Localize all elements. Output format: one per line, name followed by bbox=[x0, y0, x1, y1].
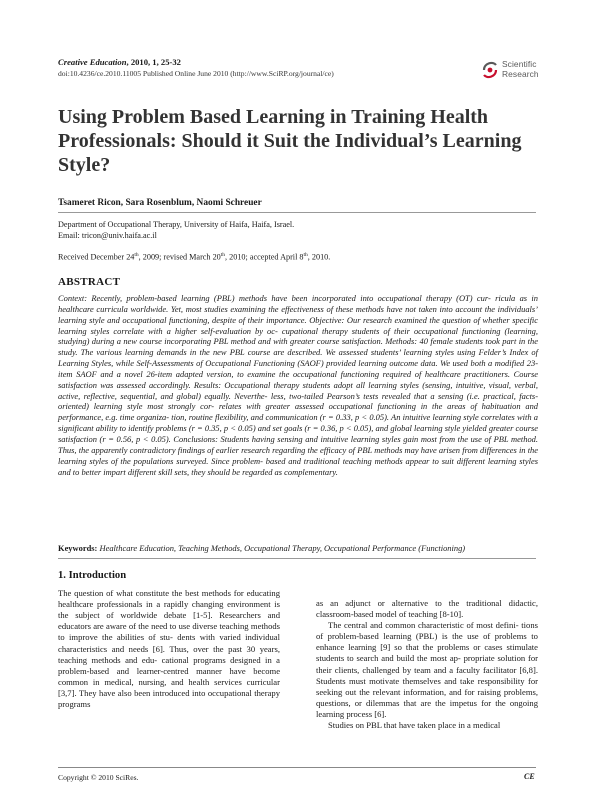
abstract-line: less, two-tailed Pearson’s tests revealed that a sensing (i.e. practical, facts-oriented) learning style most strongly cor- bbox=[58, 390, 539, 412]
body-text-line: The question of what constitute the best methods for bbox=[58, 588, 244, 599]
doi-line: doi:10.4236/ce.2010.11005 Published Online June 2010 (http://www.SciRP.org/journal/ce) bbox=[58, 69, 334, 78]
intro-paragraph-3 bbox=[316, 720, 538, 731]
affiliation bbox=[58, 220, 294, 241]
body-text-line: Studies on PBL that have taken place in a medical bbox=[328, 720, 501, 731]
year-text: , 2010. bbox=[307, 252, 331, 262]
abstract-line: greater course satisfaction (r = 0.56, p < 0.05). Conclusions: Students having sensing and intuitive learning styles gain bbox=[58, 423, 539, 444]
abstract-body bbox=[58, 293, 538, 477]
body-text-line: cational programs designed in a problem-based and bbox=[58, 654, 280, 676]
body-text-line: environment is the subject of worldwide debate [1-5]. bbox=[58, 599, 280, 621]
ordinal-suffix: th bbox=[303, 252, 308, 258]
body-text-line: and a faculty facilitator [6,8]. Students must motivate bbox=[316, 664, 538, 686]
abstract-line: taken into account the individuals’ learning style and occupational functioning, despite of their importance. Objective: bbox=[58, 303, 538, 325]
logo-text-line1: Scientific bbox=[502, 59, 537, 69]
divider bbox=[58, 212, 536, 213]
department: Department of Occupational Therapy, University of Haifa, Haifa, Israel. bbox=[58, 220, 295, 229]
body-text-line: diverse teaching methods to improve the abilities of stu- bbox=[58, 621, 281, 643]
ordinal-suffix: th bbox=[134, 252, 139, 258]
body-text-line: The central and common characteristic of most defini- bbox=[328, 620, 519, 631]
received-text: Received December 24 bbox=[58, 252, 135, 262]
journal-volume: , 2010, 1, 25-32 bbox=[126, 57, 181, 67]
body-text-line: relevant information, and for raising problems, questions, bbox=[316, 686, 539, 708]
body-text-line: nursing, and health services curricular [3,7]. They have bbox=[58, 676, 280, 698]
abstract-line: most from the use of PBL method. Thus, the apparently contradictory findings of earlier research regarding the efficacy bbox=[58, 433, 538, 455]
body-column-left bbox=[58, 570, 280, 710]
abstract-line: ricula as in healthcare curricula worldwide. Yet, most studies examining the effectiveness of these methods have not bbox=[58, 293, 538, 314]
revised-text: , 2009; revised March 20 bbox=[138, 252, 221, 262]
abstract-line: relates with greater assessed occupational functioning in the areas of habituation and performance, e.g. time organiza- bbox=[58, 401, 539, 423]
authors: Tsameret Ricon, Sara Rosenblum, Naomi Schreuer bbox=[58, 198, 262, 208]
abstract-line: ability to identify problems (r = 0.35, p < 0.05) and set goals (r = 0.36, p < 0.05), and global learning style yielded bbox=[95, 423, 487, 434]
body-text-line: Researchers and educators are aware of the need to use bbox=[58, 610, 280, 632]
abstract-line: both a modified 23-item SAOF and a novel 26-item adapted version, to examine the occupational functioning required bbox=[58, 358, 539, 379]
copyright: Copyright © 2010 SciRes. bbox=[58, 773, 139, 782]
keywords bbox=[58, 543, 538, 554]
abstract-line: Learning Styles, while Self-Assessments of Occupational Functioning (SAOF) provided learning outcome data. We used bbox=[58, 358, 469, 369]
abstract-line: PBL method and with greater course satisfaction. Methods: 40 female students took part in the study. The various bbox=[58, 336, 538, 358]
body-text-line: classroom-based model of teaching [8-10]. bbox=[316, 609, 464, 620]
section-heading: 1. Introduction bbox=[58, 570, 127, 581]
body-text-line: cases stimulate students to search and build the most ap- bbox=[316, 642, 538, 664]
journal-citation bbox=[58, 57, 334, 68]
intro-paragraph-2 bbox=[316, 620, 538, 720]
paper-title: Using Problem Based Learning in Training Health Professionals: Should it Suit the Individual’s Learning Style? bbox=[58, 106, 522, 176]
body-text-line: propriate solution for their clients, challenged by team bbox=[316, 653, 538, 675]
intro-paragraph-1-continued bbox=[316, 598, 538, 620]
publisher-logo bbox=[480, 57, 544, 83]
body-text-line: tions of problem-based learning (PBL) is the use of bbox=[316, 620, 538, 642]
abstract-line: tion, routine flexibility, and communication (r = 0.33, p < 0.05). An intuitive learning style correlates with a significant bbox=[58, 412, 539, 434]
body-text-line: or dilemmas that are the impetus for the ongoing learning bbox=[316, 697, 538, 719]
received-dates bbox=[58, 250, 330, 263]
body-text-line: learner-centred manner have become common in medical, bbox=[58, 665, 281, 687]
email: Email: tricon@univ.haifa.ac.il bbox=[58, 230, 157, 240]
body-text-line: as an adjunct or alternative to the traditional didactic, bbox=[316, 598, 538, 608]
abstract-line: of healthcare practitioners. Course satisfaction was assessed accordingly. Results: Occupational therapy students bbox=[58, 368, 538, 390]
ordinal-suffix: th bbox=[220, 252, 226, 258]
scientific-research-logo-mark-icon bbox=[480, 59, 500, 81]
body-text-line: process [6]. bbox=[346, 708, 387, 719]
body-column-right bbox=[316, 598, 538, 731]
accepted-text: , 2010; accepted April 8 bbox=[225, 252, 304, 262]
body-text-line: dents with varied individual characteristics and needs [6]. bbox=[58, 632, 280, 654]
abstract-line: Context: Recently, problem-based learning (PBL) methods have been incorporated into occupational therapy (OT) cur- bbox=[58, 293, 491, 303]
journal-abbrev: CE bbox=[524, 772, 535, 781]
abstract-line: Our research examined the question of whether specific learning styles correlate with a higher self-evaluation by oc- bbox=[58, 314, 538, 336]
intro-paragraph-1 bbox=[58, 588, 280, 710]
body-text-line: problems to enhance learning [9] so that the problems or bbox=[316, 631, 538, 653]
keywords-label: Keywords: bbox=[58, 543, 98, 553]
body-text-line: themselves and take responsibility for seeking out the bbox=[316, 675, 539, 697]
abstract-line: cupational therapy students of their occupational functioning (learning, studying) during a new course incorporating bbox=[58, 325, 538, 347]
body-text-line: Thus, over the past 30 years, teaching methods and edu- bbox=[58, 643, 280, 665]
divider bbox=[58, 558, 536, 559]
keywords-text: Healthcare Education, Teaching Methods, Occupational Therapy, Occupational Performance (Functioning) bbox=[97, 543, 466, 553]
journal-name: Creative Education bbox=[58, 57, 127, 67]
abstract-line: they should be regarded as complementary. bbox=[191, 466, 338, 477]
logo-text-line2: Research bbox=[502, 69, 539, 79]
abstract-line: adopt all learning styles (sensing, intuitive, visual, verbal, active, reflective, sequential, and global) equally. Neverthe- bbox=[58, 379, 538, 401]
abstract-heading: ABSTRACT bbox=[58, 276, 121, 288]
body-text-line: educating healthcare professionals in a rapidly changing bbox=[58, 588, 280, 610]
journal-header bbox=[58, 57, 334, 79]
abstract-line: based and traditional teaching methods appear to suit different learning styles and to better impart different skill sets, bbox=[58, 455, 539, 477]
abstract-line: of PBL methods may have arisen from differences in the learning styles of the populations surveyed. Since problem- bbox=[58, 444, 539, 466]
footer-divider bbox=[58, 767, 536, 768]
body-text-line: also been introduced into occupational therapy programs bbox=[58, 687, 281, 710]
abstract-line: learning demands in the new PBL course are described. We assessed students’ learning styles using Felder’s Index of bbox=[124, 347, 538, 358]
